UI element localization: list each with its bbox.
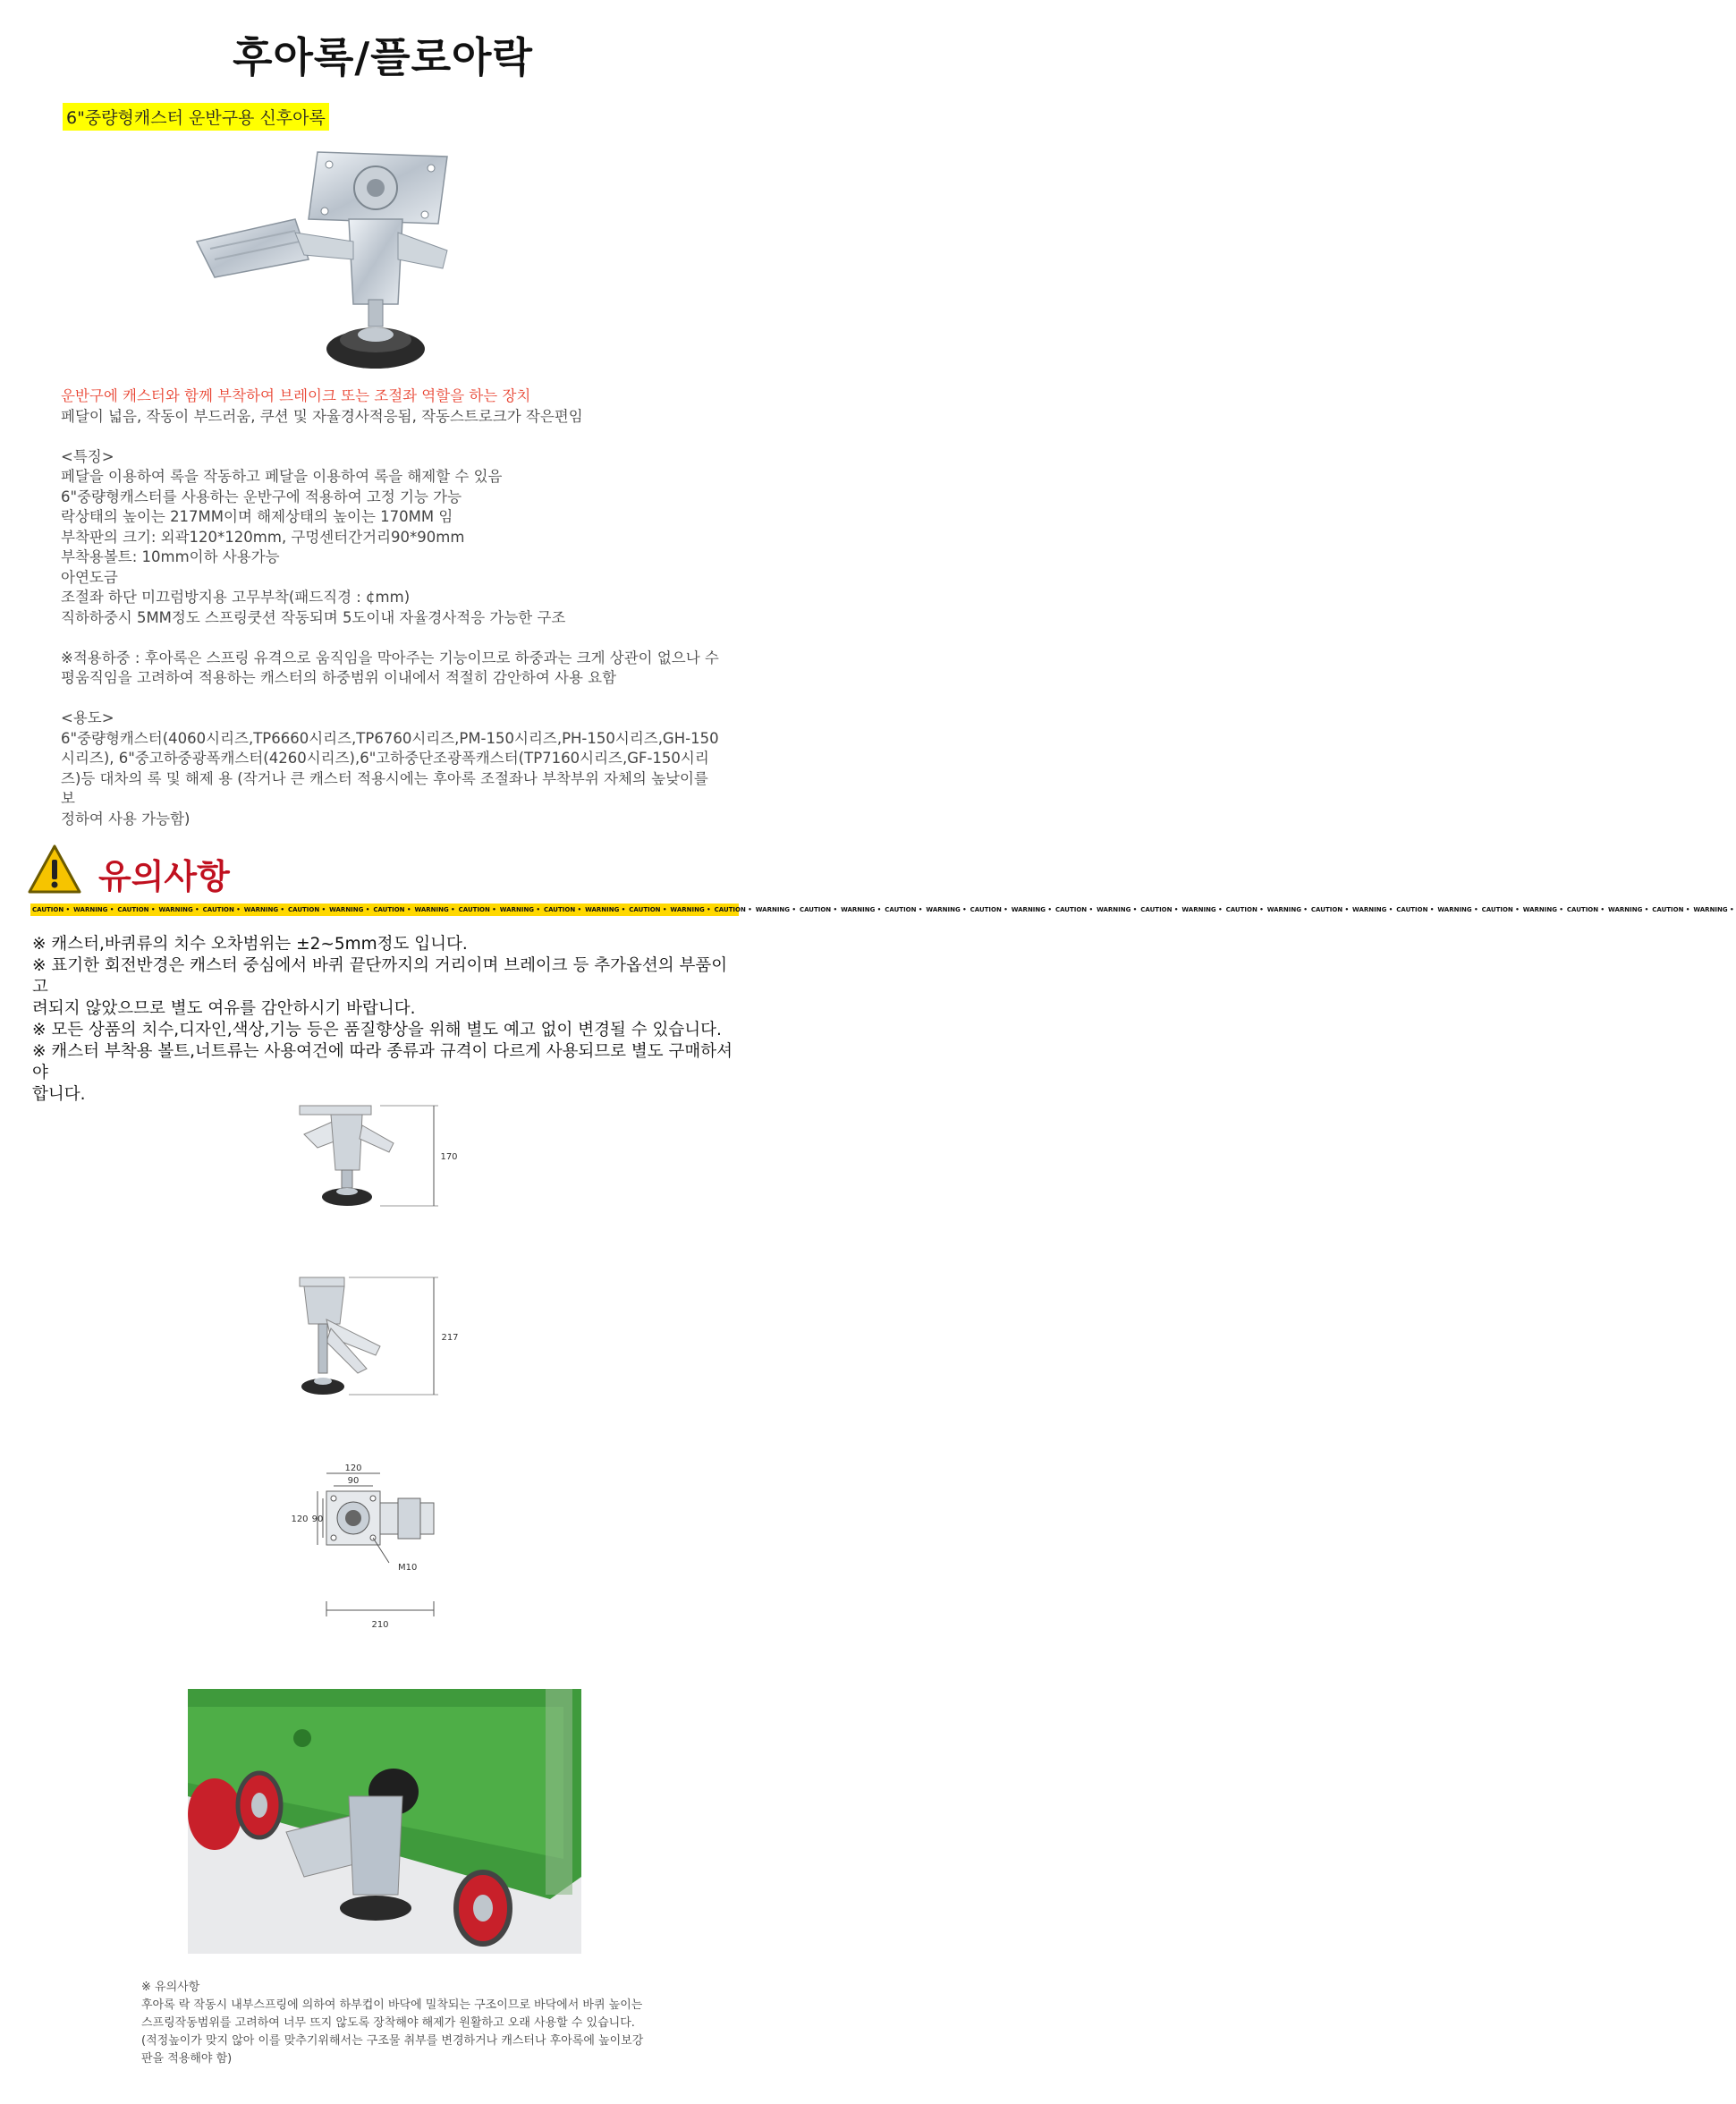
caution-note-line: 합니다. [32, 1085, 86, 1104]
caution-tape-word: CAUTION • [1225, 906, 1264, 913]
caution-tape-word: CAUTION • [1310, 906, 1350, 913]
caution-tape-word: CAUTION • [1054, 906, 1094, 913]
caution-note-line: 려되지 않았으므로 별도 여유를 감안하시기 바랍니다. [32, 999, 416, 1018]
feature-line: 직하하중시 5MM정도 스프링쿳션 작동되며 5도이내 자율경사적응 가능한 구조 [61, 608, 566, 626]
plate-hole-side-label: 90 [311, 1514, 324, 1524]
caution-tape-word: WARNING • [1181, 906, 1223, 913]
caution-tape-word: WARNING • [414, 906, 455, 913]
caution-tape-word: CAUTION • [1396, 906, 1435, 913]
caution-tape-word: WARNING • [841, 906, 882, 913]
caution-tape-word: CAUTION • [885, 906, 923, 913]
caution-tape-word: WARNING • [329, 906, 370, 913]
cart-photo [188, 1689, 581, 1954]
bottom-note-line: 판을 적용해야 함) [141, 2052, 233, 2066]
bottom-note-heading: ※ 유의사항 [141, 1981, 200, 1994]
caution-tape-word: WARNING • [73, 906, 114, 913]
caution-tape-word: WARNING • [1011, 906, 1052, 913]
product-description [61, 386, 723, 829]
caution-tape-word: CAUTION • [799, 906, 838, 913]
bottom-note-line: (적정높이가 맞지 않아 이를 맞추기위해서는 구조물 취부를 변경하거나 캐스터나 후아록에 높이보강 [141, 2034, 644, 2048]
floor-lock-illustration [161, 134, 572, 376]
caution-notes [32, 934, 739, 1106]
caution-tape-word: CAUTION • [287, 906, 326, 913]
load-note-line: ※적용하중 : 후아록은 스프링 유격으로 움직임을 막아주는 기능이므로 하중과는 크게 상관이 없으나 수 [61, 649, 719, 666]
feature-line: 락상태의 높이는 217MM이며 해제상태의 높이는 170MM 임 [61, 508, 453, 525]
caution-tape-word: WARNING • [585, 906, 626, 913]
caution-note-line: ※ 캐스터 부착용 볼트,너트류는 사용여건에 따라 종류과 규격이 다르게 사용되므로 별도 구매하셔야 [32, 1042, 733, 1082]
product-photo [161, 134, 572, 376]
caution-tape-word: WARNING • [499, 906, 540, 913]
caution-tape-word: CAUTION • [1652, 906, 1690, 913]
subtitle-wrap [63, 103, 329, 131]
bottom-note-line: 후아록 락 작동시 내부스프링에 의하여 하부컵이 바닥에 밀착되는 구조이므로 바닥에서 바퀴 높이는 [141, 1998, 643, 2012]
caution-note-line: ※ 캐스터,바퀴류의 치수 오차범위는 ±2~5mm정도 입니다. [32, 935, 468, 954]
bottom-note [141, 1979, 678, 2068]
caution-tape-word: CAUTION • [1481, 906, 1520, 913]
spacer [61, 689, 723, 709]
caution-tape-word: CAUTION • [202, 906, 241, 913]
caution-tape [30, 904, 1734, 916]
plate-outer-side-label: 120 [291, 1514, 309, 1524]
plate-outer-label: 120 [344, 1463, 362, 1473]
released-height-label: 170 [440, 1152, 458, 1162]
caution-tape-word: WARNING • [1437, 906, 1478, 913]
caution-tape-word: CAUTION • [1566, 906, 1605, 913]
caution-note-line: ※ 표기한 회전반경은 캐스터 중심에서 바퀴 끝단까지의 거리이며 브레이크 등 추가옵션의 부품이 고 [32, 956, 728, 997]
intro-red-line: 운반구에 캐스터와 함께 부착하여 브레이크 또는 조절좌 역할을 하는 장치 [61, 387, 531, 404]
caution-title: 유의사항 [98, 857, 230, 896]
usage-line: 시리즈), 6"중고하중광폭캐스터(4260시리즈),6"고하중단조광폭캐스터(TP7160시리즈,GF-150시리 [61, 750, 709, 767]
caution-tape-word: WARNING • [1352, 906, 1393, 913]
features-heading: <특징> [61, 447, 114, 465]
caution-tape-word: WARNING • [670, 906, 711, 913]
feature-line: 부착판의 크기: 외곽120*120mm, 구멍센터간거리90*90mm [61, 528, 465, 546]
page-title: 후아록/플로아락 [233, 33, 533, 81]
total-length-label: 210 [371, 1620, 389, 1630]
caution-tape-word: CAUTION • [543, 906, 582, 913]
spacer [61, 427, 723, 447]
caution-tape-word: WARNING • [755, 906, 796, 913]
feature-line: 페달을 이용하여 록을 작동하고 페달을 이용하여 록을 해제할 수 있음 [61, 468, 503, 485]
bottom-note-line: 스프링작동범위를 고려하여 너무 뜨지 않도록 장착해야 해제가 원활하고 오래 사용할 수 있습니다. [141, 2016, 635, 2030]
caution-tape-word: CAUTION • [629, 906, 667, 913]
caution-header [27, 844, 385, 897]
usage-line: 즈)등 대차의 록 및 해제 용 (작거나 큰 캐스터 적용시에는 후아록 조절좌나 부착부위 자체의 높낮이를 보 [61, 769, 708, 807]
caution-tape-word: WARNING • [1266, 906, 1308, 913]
feature-line: 6"중량형캐스터를 사용하는 운반구에 적용하여 고정 기능 가능 [61, 488, 462, 505]
caution-note-line: ※ 모든 상품의 치수,디자인,색상,기능 등은 품질향상을 위해 별도 예고 없이 변경될 수 있습니다. [32, 1021, 722, 1039]
product-subtitle: 6"중량형캐스터 운반구용 신후아록 [63, 103, 329, 131]
released-height-diagram [295, 1099, 483, 1215]
caution-tape-word: WARNING • [1608, 906, 1649, 913]
warning-triangle-icon [27, 844, 82, 895]
caution-tape-word: CAUTION • [458, 906, 496, 913]
caution-tape-word: CAUTION • [117, 906, 156, 913]
intro-line: 페달이 넓음, 작동이 부드러움, 쿠션 및 자율경사적응됨, 작동스트로크가 작은편임 [61, 407, 583, 425]
caution-tape-word: CAUTION • [714, 906, 752, 913]
feature-line: 부착용볼트: 10mm이하 사용가능 [61, 548, 280, 565]
locked-height-label: 217 [441, 1333, 459, 1343]
locked-height-diagram [295, 1270, 483, 1404]
caution-tape-word: WARNING • [1693, 906, 1734, 913]
caution-tape-word: WARNING • [1097, 906, 1138, 913]
usage-heading: <용도> [61, 709, 114, 726]
spacer [61, 628, 723, 649]
feature-line: 아연도금 [61, 568, 118, 586]
bolt-label: M10 [398, 1563, 418, 1573]
caution-tape-word: WARNING • [158, 906, 199, 913]
usage-line: 정하여 사용 가능함) [61, 810, 191, 827]
plate-dimension-diagram [282, 1463, 470, 1637]
caution-tape-word: CAUTION • [32, 906, 71, 913]
caution-tape-word: CAUTION • [1140, 906, 1179, 913]
plate-hole-label: 90 [347, 1476, 360, 1486]
caution-tape-word: WARNING • [1522, 906, 1563, 913]
feature-line: 조절좌 하단 미끄럼방지용 고무부착(패드직경 : ¢mm) [61, 589, 411, 606]
usage-line: 6"중량형캐스터(4060시리즈,TP6660시리즈,TP6760시리즈,PM-150시리즈,PH-150시리즈,GH-150 [61, 729, 719, 747]
caution-tape-word: CAUTION • [373, 906, 411, 913]
load-note-line: 평움직임을 고려하여 적용하는 캐스터의 하중범위 이내에서 적절히 감안하여 사용 요함 [61, 669, 617, 686]
caution-tape-word: WARNING • [926, 906, 967, 913]
caution-tape-word: WARNING • [243, 906, 284, 913]
caution-tape-word: CAUTION • [970, 906, 1008, 913]
